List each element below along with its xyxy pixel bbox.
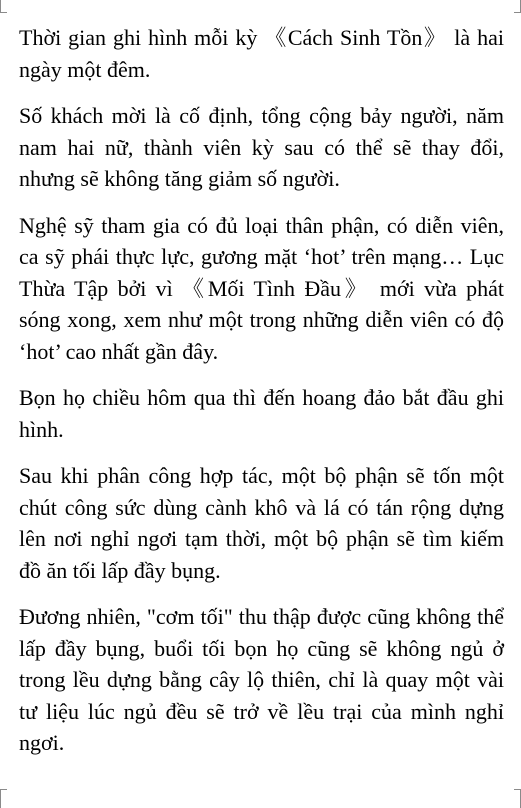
document-body bbox=[19, 22, 504, 774]
page-corner-mark-top-left bbox=[0, 0, 7, 13]
page-corner-mark-bottom-left bbox=[0, 789, 7, 808]
paragraph-1: Thời gian ghi hình mỗi kỳ 《Cách Sinh Tồn》 là hai ngày một đêm. bbox=[19, 25, 504, 82]
paragraph-4: Bọn họ chiều hôm qua thì đến hoang đảo bắt đầu ghi hình. bbox=[19, 385, 504, 442]
paragraph-3: Nghệ sỹ tham gia có đủ loại thân phận, có diễn viên, ca sỹ phái thực lực, gương mặt ‘hot’ trên mạng… Lục Thừa Tập bởi vì 《Mối Tình Đầu》 mới vừa phát sóng xong, xem như một trong những diễn viên có độ ‘hot’ cao nhất gần đây. bbox=[19, 212, 504, 364]
paragraph-2: Số khách mời là cố định, tổng cộng bảy người, năm nam hai nữ, thành viên kỳ sau có thể sẽ thay đổi, nhưng sẽ không tăng giảm số người. bbox=[19, 103, 504, 191]
paragraph-6: Đương nhiên, "cơm tối" thu thập được cũng không thể lấp đầy bụng, buổi tối bọn họ cũng sẽ không ngủ ở trong lều dựng bằng cây lộ thiên, chỉ là quay một vài tư liệu lúc ngủ đều sẽ trở về lều trại của mình nghỉ ngơi. bbox=[19, 604, 504, 755]
page-corner-mark-top-right bbox=[514, 0, 521, 13]
paragraph-5: Sau khi phân công hợp tác, một bộ phận sẽ tốn một chút công sức dùng cành khô và lá có tán rộng dựng lên nơi nghỉ ngơi tạm thời, một bộ phận sẽ tìm kiếm đồ ăn tối lấp đầy bụng. bbox=[19, 463, 504, 583]
page-corner-mark-bottom-right bbox=[514, 789, 521, 808]
